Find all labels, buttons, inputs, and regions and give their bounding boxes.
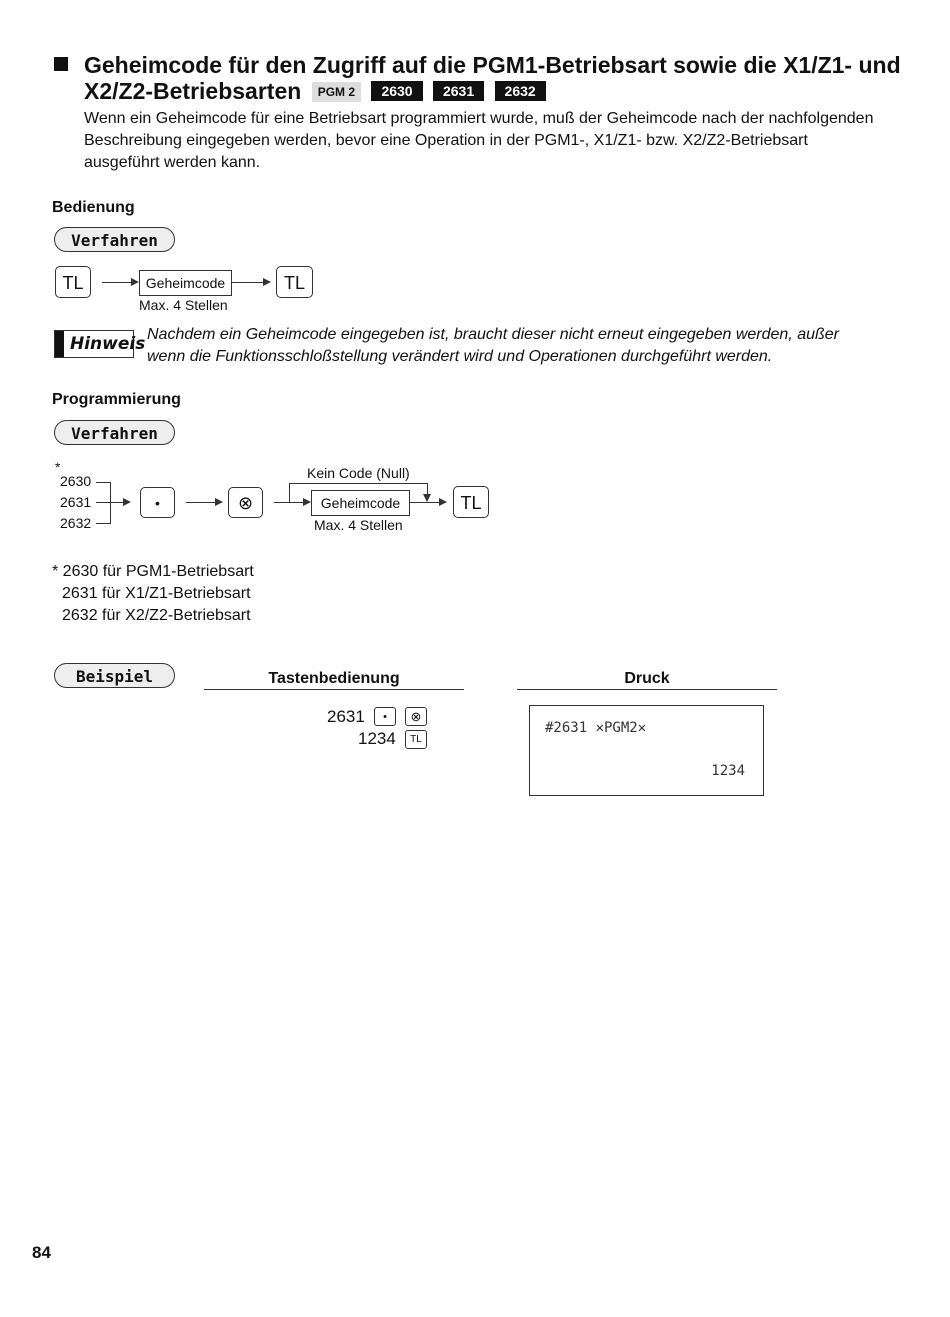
skip-label: Kein Code (Null)	[307, 465, 410, 481]
code-tag-2630: 2630	[371, 81, 422, 101]
code-2631: 2631	[60, 494, 92, 510]
hinweis-line2: wenn die Funktionsschloßstellung verändert wird und Operationen durchgeführt werden.	[147, 348, 773, 365]
example-number-2: 1234	[358, 729, 396, 748]
hinweis-badge	[54, 330, 146, 358]
tl-key: TL	[453, 486, 489, 518]
verfahren-pill: Verfahren	[54, 420, 175, 445]
footnote-line1: * 2630 für PGM1-Betriebsart	[52, 563, 254, 580]
keys-column-header: Tastenbedienung	[268, 670, 400, 687]
multiply-key: ⊗	[405, 707, 427, 726]
code-tag-2632: 2632	[495, 81, 546, 101]
asterisk-mark: *	[55, 459, 61, 475]
tl-key: TL	[276, 266, 313, 298]
bedienung-heading: Bedienung	[52, 199, 135, 216]
arrow-icon	[123, 498, 131, 506]
intro-paragraph: Wenn ein Geheimcode für eine Betriebsart programmiert wurde, muß der Geheimcode nach der nachfolgenden Beschreibung eingegeben werden, bevor eine Operation in der PGM1-, X1/Z1- bzw. X2/Z2-Betriebsart ausgeführt werden kann.	[84, 110, 874, 171]
arrow-down-icon	[423, 494, 431, 502]
page-number: 84	[32, 1243, 51, 1262]
footnote-line3: 2632 für X2/Z2-Betriebsart	[62, 607, 251, 624]
dot-key: •	[140, 487, 175, 518]
section-title-text: X2/Z2-Betriebsarten	[84, 78, 302, 104]
max-digits-note: Max. 4 Stellen	[314, 517, 403, 533]
arrow-icon	[303, 498, 311, 506]
tl-key: TL	[55, 266, 91, 298]
mode-tag-pgm2: PGM 2	[312, 82, 361, 102]
printout-line1: #2631 ✕PGM2✕	[545, 720, 647, 736]
printout-box	[529, 705, 764, 796]
print-column-header: Druck	[624, 670, 670, 687]
arrow-icon	[263, 278, 271, 286]
multiply-key: ⊗	[228, 487, 263, 518]
verfahren-pill: Verfahren	[54, 227, 175, 252]
section-title-line1: Geheimcode für den Zugriff auf die PGM1-Betriebsart sowie die X1/Z1- und	[84, 52, 901, 78]
printout-line2: 1234	[711, 763, 745, 779]
code-tag-2631: 2631	[433, 81, 484, 101]
beispiel-pill: Beispiel	[54, 663, 175, 688]
arrow-icon	[215, 498, 223, 506]
section-bullet-icon	[54, 57, 68, 71]
max-digits-note: Max. 4 Stellen	[139, 297, 228, 313]
arrow-icon	[131, 278, 139, 286]
hinweis-label: Hinweis	[70, 334, 146, 354]
tl-key: TL	[405, 730, 427, 749]
footnote-line2: 2631 für X1/Z1-Betriebsart	[62, 585, 251, 602]
dot-key: •	[374, 707, 396, 726]
code-2630: 2630	[60, 473, 92, 489]
code-2632: 2632	[60, 515, 92, 531]
example-number-1: 2631	[327, 707, 365, 726]
geheimcode-box: Geheimcode	[139, 270, 232, 296]
arrow-icon	[439, 498, 447, 506]
geheimcode-box: Geheimcode	[311, 490, 410, 516]
programmierung-heading: Programmierung	[52, 391, 181, 408]
hinweis-line1: Nachdem ein Geheimcode eingegeben ist, braucht dieser nicht erneut eingegeben werden, außer	[147, 326, 839, 343]
section-title-line2	[84, 78, 546, 105]
